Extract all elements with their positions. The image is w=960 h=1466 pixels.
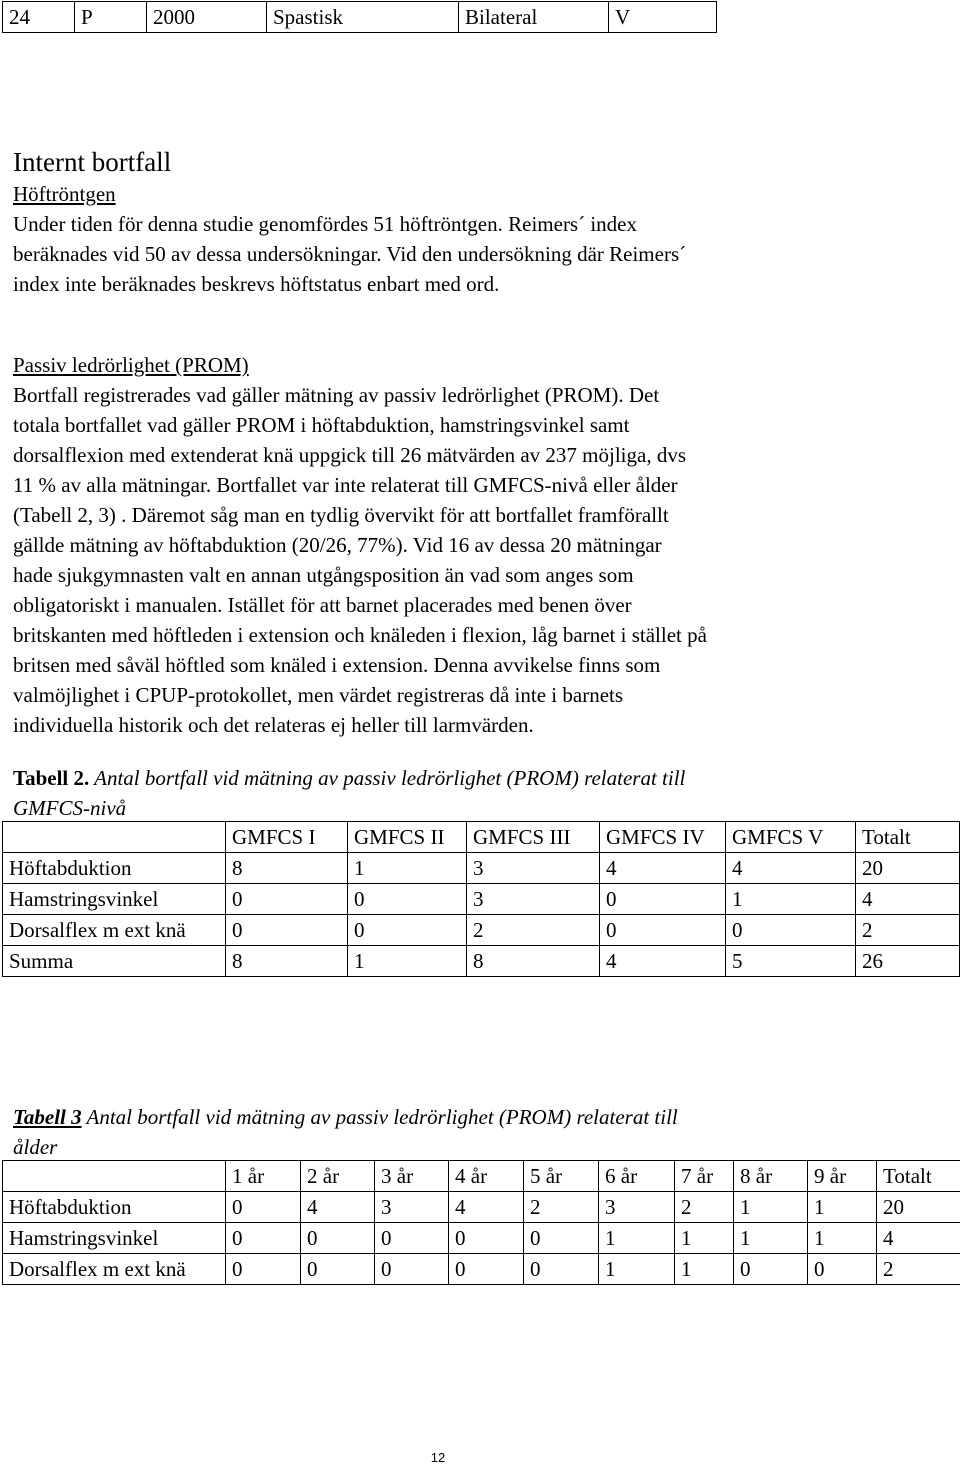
table-cell: Dorsalflex m ext knä (3, 915, 226, 946)
prom-line: individuella historik och det relateras ej heller till larmvärden. (13, 713, 534, 737)
table-cell: 1 (734, 1192, 808, 1223)
table-row (3, 946, 960, 977)
table-cell: 20 (877, 1192, 960, 1223)
prom-line: britsen med såväl höftled som knäled i extension. Denna avvikelse finns som (13, 653, 661, 677)
table-header-cell: 8 år (734, 1161, 808, 1192)
table-cell: Hamstringsvinkel (3, 1223, 226, 1254)
table-cell: 5 (726, 946, 856, 977)
table-cell: Höftabduktion (3, 1192, 226, 1223)
table-header-cell: 5 år (524, 1161, 599, 1192)
prom-section (13, 350, 958, 740)
table-header-cell: Totalt (856, 822, 960, 853)
prom-line: valmöjlighet i CPUP-protokollet, men värdet registreras då inte i barnets (13, 683, 624, 707)
table-cell: 0 (449, 1254, 524, 1285)
table-row (3, 1192, 960, 1223)
table-cell: 4 (600, 853, 726, 884)
hip-xray-line: Under tiden för denna studie genomfördes 51 höftröntgen. Reimers´ index (13, 212, 638, 236)
table-header-cell: Totalt (877, 1161, 960, 1192)
table-row (3, 2, 717, 33)
table-cell: 0 (226, 1223, 301, 1254)
prom-line: britskanten med höftleden i extension och knäleden i flexion, låg barnet i stället på (13, 623, 707, 647)
table-cell: 0 (524, 1254, 599, 1285)
table-cell: Dorsalflex m ext knä (3, 1254, 226, 1285)
table-cell: 3 (599, 1192, 675, 1223)
hip-xray-heading: Höftröntgen (13, 182, 116, 206)
table-cell: 2 (524, 1192, 599, 1223)
table-cell: 0 (524, 1223, 599, 1254)
table-cell: 0 (375, 1254, 449, 1285)
table-cell: 0 (808, 1254, 877, 1285)
hip-xray-section (13, 179, 953, 299)
table-cell: 0 (375, 1223, 449, 1254)
table-cell: 1 (808, 1223, 877, 1254)
table2-caption (13, 763, 958, 823)
table3-caption-text: ålder (13, 1135, 58, 1159)
table-cell: 0 (226, 1254, 301, 1285)
table-cell: 1 (675, 1223, 734, 1254)
table-cell: 3 (375, 1192, 449, 1223)
table-cell: 4 (856, 884, 960, 915)
table-header-cell: 7 år (675, 1161, 734, 1192)
table-cell: 0 (226, 1192, 301, 1223)
table-header-cell: 1 år (226, 1161, 301, 1192)
table-cell: V (609, 2, 717, 33)
table-cell: 3 (467, 853, 600, 884)
prom-line: gällde mätning av höftabduktion (20/26, 77%). Vid 16 av dessa 20 mätningar (13, 533, 662, 557)
table-header-cell: 4 år (449, 1161, 524, 1192)
table2-caption-text: GMFCS-nivå (13, 796, 127, 820)
page-number: 12 (430, 1450, 446, 1465)
table-cell: 4 (301, 1192, 375, 1223)
table-cell: 4 (449, 1192, 524, 1223)
table-header-cell: GMFCS II (348, 822, 467, 853)
table3-caption-text: Antal bortfall vid mätning av passiv ledrörlighet (PROM) relaterat till (81, 1105, 678, 1129)
hip-xray-line: beräknades vid 50 av dessa undersökningar. Vid den undersökning där Reimers´ (13, 242, 687, 266)
table2-caption-text: Antal bortfall vid mätning av passiv ledrörlighet (PROM) relaterat till (89, 766, 686, 790)
table-cell: 2 (856, 915, 960, 946)
table-cell: 0 (726, 915, 856, 946)
table-cell: 0 (301, 1223, 375, 1254)
table-cell: 3 (467, 884, 600, 915)
table-header-cell (3, 822, 226, 853)
table-header-cell: 3 år (375, 1161, 449, 1192)
table3-label: Tabell 3 (13, 1105, 82, 1129)
table-cell: P (75, 2, 147, 33)
table-cell: 0 (226, 884, 348, 915)
table-row (3, 1223, 960, 1254)
table-header-cell: GMFCS III (467, 822, 600, 853)
table-cell: 8 (226, 946, 348, 977)
table-cell: 1 (599, 1223, 675, 1254)
table-cell: 20 (856, 853, 960, 884)
table-cell: 2 (877, 1254, 960, 1285)
table-cell: 4 (726, 853, 856, 884)
table-cell: 4 (877, 1223, 960, 1254)
table-header-cell (3, 1161, 226, 1192)
table-header-cell: 2 år (301, 1161, 375, 1192)
table-cell: 2000 (147, 2, 267, 33)
table-cell: 1 (348, 946, 467, 977)
table-cell: 0 (301, 1254, 375, 1285)
table-cell: 1 (348, 853, 467, 884)
table-cell: 0 (600, 884, 726, 915)
table-header-row (3, 1161, 960, 1192)
table-cell: 1 (808, 1192, 877, 1223)
table-cell: 0 (226, 915, 348, 946)
prom-line: Bortfall registrerades vad gäller mätning av passiv ledrörlighet (PROM). Det (13, 383, 660, 407)
table-header-cell: GMFCS V (726, 822, 856, 853)
table-cell: 0 (600, 915, 726, 946)
table-header-cell: 9 år (808, 1161, 877, 1192)
prom-line: dorsalflexion med extenderat knä uppgick till 26 mätvärden av 237 möjliga, dvs (13, 443, 686, 467)
table-header-cell: GMFCS I (226, 822, 348, 853)
prom-heading: Passiv ledrörlighet (PROM) (13, 353, 249, 377)
table-cell: 24 (3, 2, 75, 33)
table-cell: 0 (348, 884, 467, 915)
table-header-cell: GMFCS IV (600, 822, 726, 853)
table-cell: Hamstringsvinkel (3, 884, 226, 915)
table2 (2, 821, 960, 977)
section-title: Internt bortfall (13, 147, 172, 177)
table-cell: 1 (734, 1223, 808, 1254)
prom-line: totala bortfallet vad gäller PROM i höftabduktion, hamstringsvinkel samt (13, 413, 630, 437)
table-cell: 4 (600, 946, 726, 977)
table-row (3, 1254, 960, 1285)
prom-line: obligatoriskt i manualen. Istället för att barnet placerades med benen över (13, 593, 632, 617)
table-cell: Bilateral (459, 2, 609, 33)
table-cell: 1 (599, 1254, 675, 1285)
table-row (3, 853, 960, 884)
table2-label: Tabell 2. (13, 766, 90, 790)
table-cell: Spastisk (267, 2, 459, 33)
table-cell: 0 (734, 1254, 808, 1285)
prom-line: 11 % av alla mätningar. Bortfallet var inte relaterat till GMFCS-nivå eller ålder (13, 473, 678, 497)
table-cell: 0 (449, 1223, 524, 1254)
table-cell: 8 (226, 853, 348, 884)
table3-caption (13, 1102, 958, 1162)
hip-xray-line: index inte beräknades beskrevs höftstatus enbart med ord. (13, 272, 500, 296)
table-header-row (3, 822, 960, 853)
table-header-cell: 6 år (599, 1161, 675, 1192)
table-row (3, 915, 960, 946)
prom-line: hade sjukgymnasten valt en annan utgångsposition än vad som anges som (13, 563, 634, 587)
table3 (2, 1160, 960, 1285)
table-cell: 0 (348, 915, 467, 946)
table-cell: 1 (675, 1254, 734, 1285)
table-cell: 1 (726, 884, 856, 915)
top-data-table (2, 1, 717, 33)
table-cell: 26 (856, 946, 960, 977)
table-row (3, 884, 960, 915)
prom-line: (Tabell 2, 3) . Däremot såg man en tydlig övervikt för att bortfallet framförallt (13, 503, 669, 527)
table-cell: Summa (3, 946, 226, 977)
table-cell: 2 (675, 1192, 734, 1223)
table-cell: 8 (467, 946, 600, 977)
table-cell: Höftabduktion (3, 853, 226, 884)
table-cell: 2 (467, 915, 600, 946)
